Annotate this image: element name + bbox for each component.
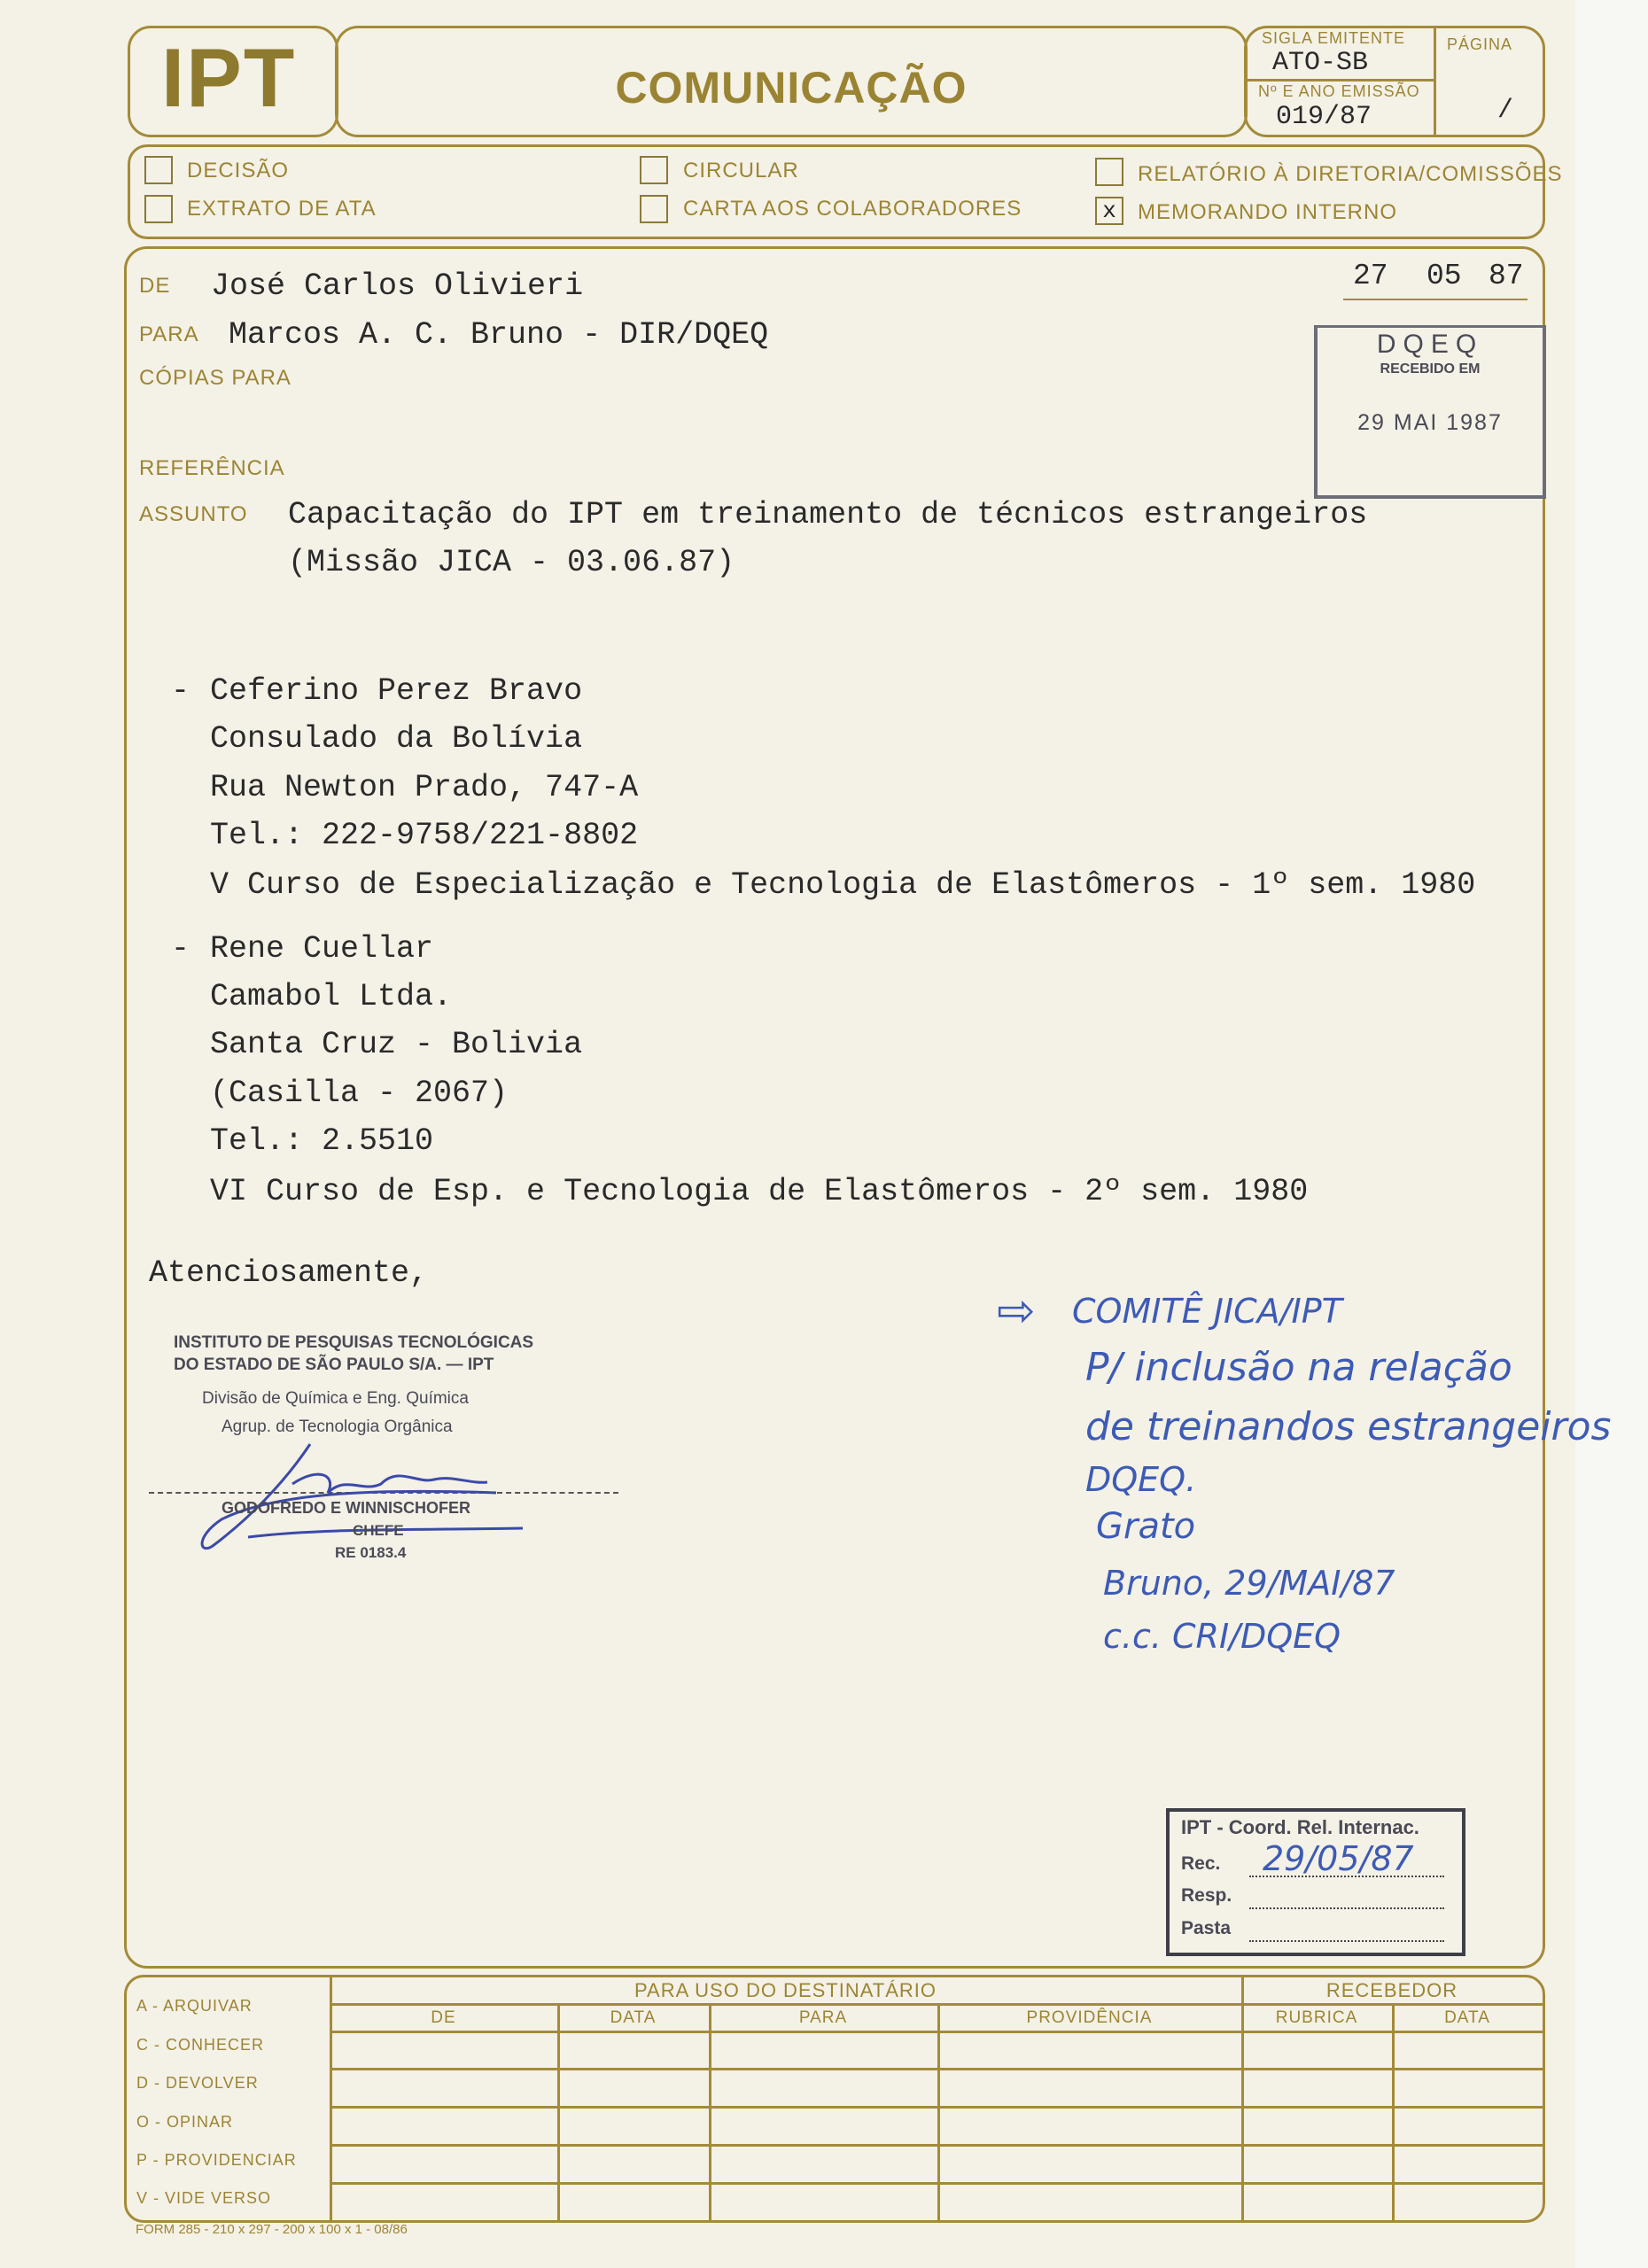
legend-item: A - ARQUIVAR (136, 1997, 253, 2015)
col-divider (709, 2004, 711, 2221)
checkbox-relatorio-diretoria[interactable] (1095, 158, 1123, 186)
note-line: COMITÊ JICA/IPT (1072, 1292, 1342, 1331)
column-header-data-recebedor: DATA (1444, 2008, 1490, 2027)
row-divider (330, 2031, 1543, 2033)
sig-stamp-role: CHEFE (353, 1522, 404, 1539)
received-stamp-date: 29 MAI 1987 (1357, 410, 1503, 435)
date-month: 05 (1426, 260, 1462, 292)
note-line: Grato (1096, 1506, 1196, 1547)
sig-stamp-line-4: Agrup. de Tecnologia Orgânica (222, 1418, 453, 1436)
date-underline (1343, 299, 1528, 300)
sig-stamp-line-1: INSTITUTO DE PESQUISAS TECNOLÓGICAS (174, 1333, 534, 1352)
entry-1-line: V Curso de Especialização e Tecnologia de Elastômeros - 1º sem. 1980 (210, 867, 1476, 903)
entry-2-line: Rene Cuellar (210, 931, 434, 967)
col-divider (937, 2004, 940, 2221)
dotted-line (1249, 1940, 1444, 1942)
referencia-label: REFERÊNCIA (139, 456, 285, 480)
assunto-label: ASSUNTO (139, 502, 248, 526)
sig-stamp-line-2: DO ESTADO DE SÃO PAULO S/A. — IPT (174, 1355, 494, 1374)
group-header-recebedor: RECEBEDOR (1325, 1979, 1458, 2001)
entry-1-line: Rua Newton Prado, 747-A (210, 770, 639, 805)
coord-stamp-rec-value: 29/05/87 (1263, 1839, 1414, 1878)
column-header-providencia: PROVIDÊNCIA (1026, 2008, 1153, 2027)
copias-label: CÓPIAS PARA (139, 366, 292, 390)
entry-1-line: Ceferino Perez Bravo (210, 673, 583, 709)
note-line: DQEQ. (1085, 1460, 1197, 1499)
numero-label: Nº E ANO EMISSÃO (1258, 82, 1420, 100)
handwritten-signature (195, 1431, 532, 1559)
entry-2-bullet: - (171, 931, 190, 967)
entry-2-line: Santa Cruz - Bolivia (210, 1027, 583, 1062)
checkbox-carta-colaboradores[interactable] (640, 195, 668, 223)
sig-stamp-re: RE 0183.4 (335, 1544, 407, 1561)
label-carta-colaboradores: CARTA AOS COLABORADORES (683, 197, 1022, 221)
group-header-destinatario: PARA USO DO DESTINATÁRIO (634, 1979, 937, 2001)
numero-value: 019/87 (1276, 102, 1372, 132)
column-header-data: DATA (610, 2008, 657, 2027)
closing: Atenciosamente, (149, 1255, 429, 1291)
arrow-icon: ⇨ (997, 1285, 1036, 1338)
note-line: Bruno, 29/MAI/87 (1103, 1564, 1395, 1603)
legend-item: P - PROVIDENCIAR (136, 2151, 297, 2169)
row-divider (330, 2003, 1543, 2006)
entry-1-line: Tel.: 222-9758/221-8802 (210, 818, 639, 853)
label-extrato-de-ata: EXTRATO DE ATA (187, 197, 377, 221)
de-value: José Carlos Olivieri (211, 268, 584, 304)
entry-2-line: Camabol Ltda. (210, 979, 453, 1014)
checkbox-memorando-interno[interactable]: x (1095, 197, 1123, 225)
column-header-para: PARA (798, 2008, 848, 2027)
sigla-label: SIGLA EMITENTE (1262, 29, 1406, 47)
legend-item: C - CONHECER (136, 2036, 265, 2054)
column-header-rubrica: RUBRICA (1275, 2008, 1358, 2027)
note-line: c.c. CRI/DQEQ (1103, 1617, 1341, 1656)
checkbox-circular[interactable] (640, 156, 668, 184)
note-line: de treinandos estrangeiros (1085, 1404, 1612, 1449)
sig-stamp-name: GODOFREDO E WINNISCHOFER (222, 1499, 471, 1517)
coord-stamp-title: IPT - Coord. Rel. Internac. (1181, 1816, 1419, 1838)
legend-item: D - DEVOLVER (136, 2074, 259, 2092)
divider (1434, 27, 1436, 136)
date-year: 87 (1489, 260, 1524, 292)
note-line: P/ inclusão na relação (1085, 1345, 1512, 1390)
received-stamp-dept: DQEQ (1376, 330, 1484, 359)
label-decisao: DECISÃO (187, 159, 290, 183)
legend-item: O - OPINAR (136, 2113, 234, 2131)
label-relatorio-diretoria: RELATÓRIO À DIRETORIA/COMISSÕES (1138, 162, 1563, 186)
pagina-label: PÁGINA (1447, 35, 1513, 53)
entry-1-bullet: - (171, 673, 190, 709)
entry-2-line: (Casilla - 2067) (210, 1076, 509, 1111)
row-divider (330, 2182, 1543, 2185)
form-footer: FORM 285 - 210 x 297 - 200 x 100 x 1 - 08/86 (136, 2222, 408, 2237)
para-value: Marcos A. C. Bruno - DIR/DQEQ (229, 317, 769, 353)
checkbox-extrato-de-ata[interactable] (144, 195, 173, 223)
col-divider (557, 2004, 560, 2221)
entry-1-line: Consulado da Bolívia (210, 721, 583, 757)
coord-stamp-resp-label: Resp. (1181, 1885, 1232, 1906)
legend-item: V - VIDE VERSO (136, 2189, 272, 2207)
pagina-value: / (1497, 96, 1514, 126)
assunto-line-1: Capacitação do IPT em treinamento de técnicos estrangeiros (288, 497, 1368, 532)
sig-stamp-line-3: Divisão de Química e Eng. Química (202, 1389, 469, 1408)
ipt-logo: IPT (161, 31, 297, 124)
column-header-de: DE (431, 2008, 456, 2027)
row-divider (330, 2106, 1543, 2109)
coord-stamp-pasta-label: Pasta (1181, 1918, 1232, 1938)
date-day: 27 (1353, 260, 1388, 292)
page-title: COMUNICAÇÃO (615, 63, 968, 113)
col-divider (1392, 2004, 1395, 2221)
entry-2-line: VI Curso de Esp. e Tecnologia de Elastômeros - 2º sem. 1980 (210, 1174, 1309, 1209)
para-label: PARA (139, 322, 199, 346)
label-circular: CIRCULAR (683, 159, 799, 183)
sigla-value: ATO-SB (1272, 48, 1369, 78)
divider (1246, 79, 1434, 82)
row-divider (330, 2068, 1543, 2070)
entry-2-line: Tel.: 2.5510 (210, 1123, 434, 1159)
assunto-line-2: (Missão JICA - 03.06.87) (288, 545, 735, 580)
checkbox-decisao[interactable] (144, 156, 173, 184)
coord-stamp-rec-label: Rec. (1181, 1853, 1221, 1874)
de-label: DE (139, 274, 171, 298)
label-memorando-interno: MEMORANDO INTERNO (1138, 200, 1397, 224)
received-stamp-label: RECEBIDO EM (1380, 361, 1481, 377)
row-divider (330, 2144, 1543, 2147)
dotted-line (1249, 1907, 1444, 1909)
